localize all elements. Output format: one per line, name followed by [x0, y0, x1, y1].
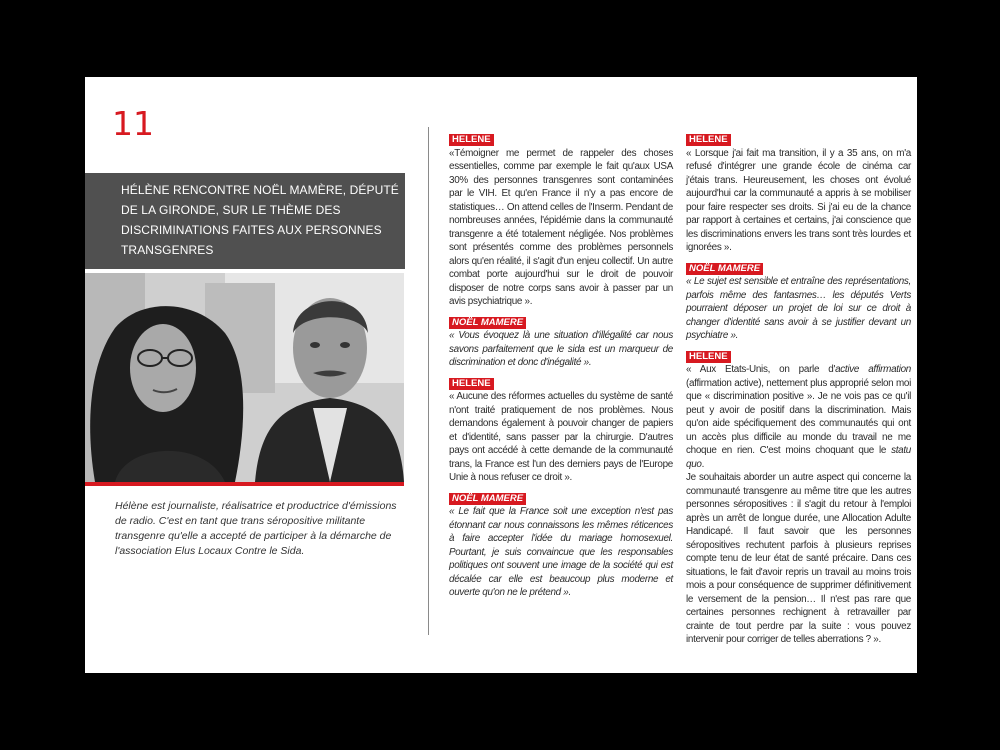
- speaker-label: NOËL MAMERE: [449, 493, 526, 505]
- column-divider: [428, 127, 429, 635]
- interview-photo: [85, 273, 404, 482]
- text-run: « Aux Etats-Unis, on parle d': [686, 364, 836, 375]
- interview-text: [686, 363, 911, 471]
- photo-red-bar: [85, 482, 404, 486]
- text-run-italic: statu quo: [686, 445, 911, 470]
- text-run-italic: active affirmation: [835, 364, 911, 375]
- interview-text: « Aucune des réformes actuelles du système de santé n'ont traité pratiquement de nos problèmes. Nous demandons également à pouvoir changer de papiers et d'identité, sans passer par la chirurgie. D'autres pays ont accédé à cette demande de la communauté trans, la France est l'un des derniers pays de l'Europe Unie à nous refuser ce droit ».: [449, 391, 673, 483]
- text-run: (affirmation active), nettement plus approprié selon moi que « discrimination positive ». Je ne vois pas ce qu'il peut y avoir de positif dans la discrimination. Mais qu'on aide spécifiquement des communautés qui ont un accès plus difficile au monde du travail ne me choque en rien. C'est moins choquant que le: [686, 377, 911, 456]
- speaker-label: HELENE: [686, 351, 731, 363]
- text-run: .: [701, 458, 705, 470]
- interview-column-2: [686, 133, 911, 647]
- magazine-page: [85, 77, 917, 673]
- speaker-label: HELENE: [449, 134, 494, 146]
- article-title: HÉLÈNE RENCONTRE NOËL MAMÈRE, DÉPUTÉ DE LA GIRONDE, SUR LE THÈME DES DISCRIMINATIONS FAITES AUX PERSONNES TRANSGENRES: [121, 183, 399, 257]
- photo-caption: Hélène est journaliste, réalisatrice et productrice d'émissions de radio. C'est en tant que trans séropositive militante transgenre qu'elle a accepté de participer à la démarche de l'association Elus Locaux Contre le Sida.: [115, 500, 397, 557]
- speaker-label: HELENE: [686, 134, 731, 146]
- speaker-label: NOËL MAMERE: [686, 263, 763, 275]
- speaker-label: HELENE: [449, 378, 494, 390]
- interview-text: « Le sujet est sensible et entraîne des représentations, parfois même des fantasmes… les députés Verts pourraient déposer un projet de loi sur ce droit à changer d'identité sans avoir à se justifier devant un psychiatre ».: [686, 276, 911, 341]
- interview-column-1: [449, 133, 673, 600]
- photo-illustration: [85, 273, 404, 482]
- interview-text: « Le fait que la France soit une exception n'est pas étonnant car nous connaissons les mêmes réticences à faire accepter l'idée du mariage homosexuel. Pourtant, je suis convaincue que les responsables politiques ont souvent une image de la société qui est décalée car elle est beaucoup plus moderne et ouverte qu'on ne le prétend ».: [449, 506, 673, 598]
- interview-text: Je souhaitais aborder un autre aspect qui concerne la communauté transgenre au même titre que les autres personnes séropositives : il s'agit du retour à l'emploi après un arrêt de longue durée, une Allocation Adulte Handicapé. Il faut savoir que les personnes séropositives rechutent parfois à plusieurs reprises compte tenu de leur état de santé précaire. Dans ces situations, le fait d'avoir repris un travail au moins trois mois a pour conséquence de supprimer définitivement le versement de la pension… Il n'est pas rare que certaines personnes rechignent à retravailler par crainte de tout perdre par la suite : vous pouvez intervenir pour corriger de telles aberrations ? ».: [686, 472, 911, 645]
- interview-text: « Vous évoquez là une situation d'illégalité car nous savons parfaitement que le sida est un marqueur de discrimination et donc d'inégalité ».: [449, 330, 673, 368]
- speaker-label: NOËL MAMERE: [449, 317, 526, 329]
- interview-text: «Témoigner me permet de rappeler des choses essentielles, comme par exemple le fait qu'aux USA 30% des personnes transgenres sont contaminées par le VIH. Et qu'en France il n'y a pas encore de statistiques… On attend celles de l'Inserm. Pendant de nombreuses années, l'épidémie dans la communauté transgenre a été totalement négligée. Nos problèmes sont présentés comme des problèmes personnels alors qu'en réalité, il s'agit d'un enjeu collectif. Un autre combat porte aujourd'hui sur le droit de pouvoir disposer de notre corps sans avoir à passer par un avis psychiatrique ».: [449, 147, 673, 307]
- interview-text: « Lorsque j'ai fait ma transition, il y a 35 ans, on m'a refusé d'intégrer une grande école de cinéma car j'étais trans. Heureusement, les choses ont évolué aujourd'hui car la communauté a appris à se mobiliser pour faire respecter ses droits. Si j'ai eu de la chance par rapport à certaines et certains, j'ai conscience que les discriminations envers les trans sont très lourdes et ignorées ».: [686, 147, 911, 253]
- page-number: 11: [112, 104, 154, 143]
